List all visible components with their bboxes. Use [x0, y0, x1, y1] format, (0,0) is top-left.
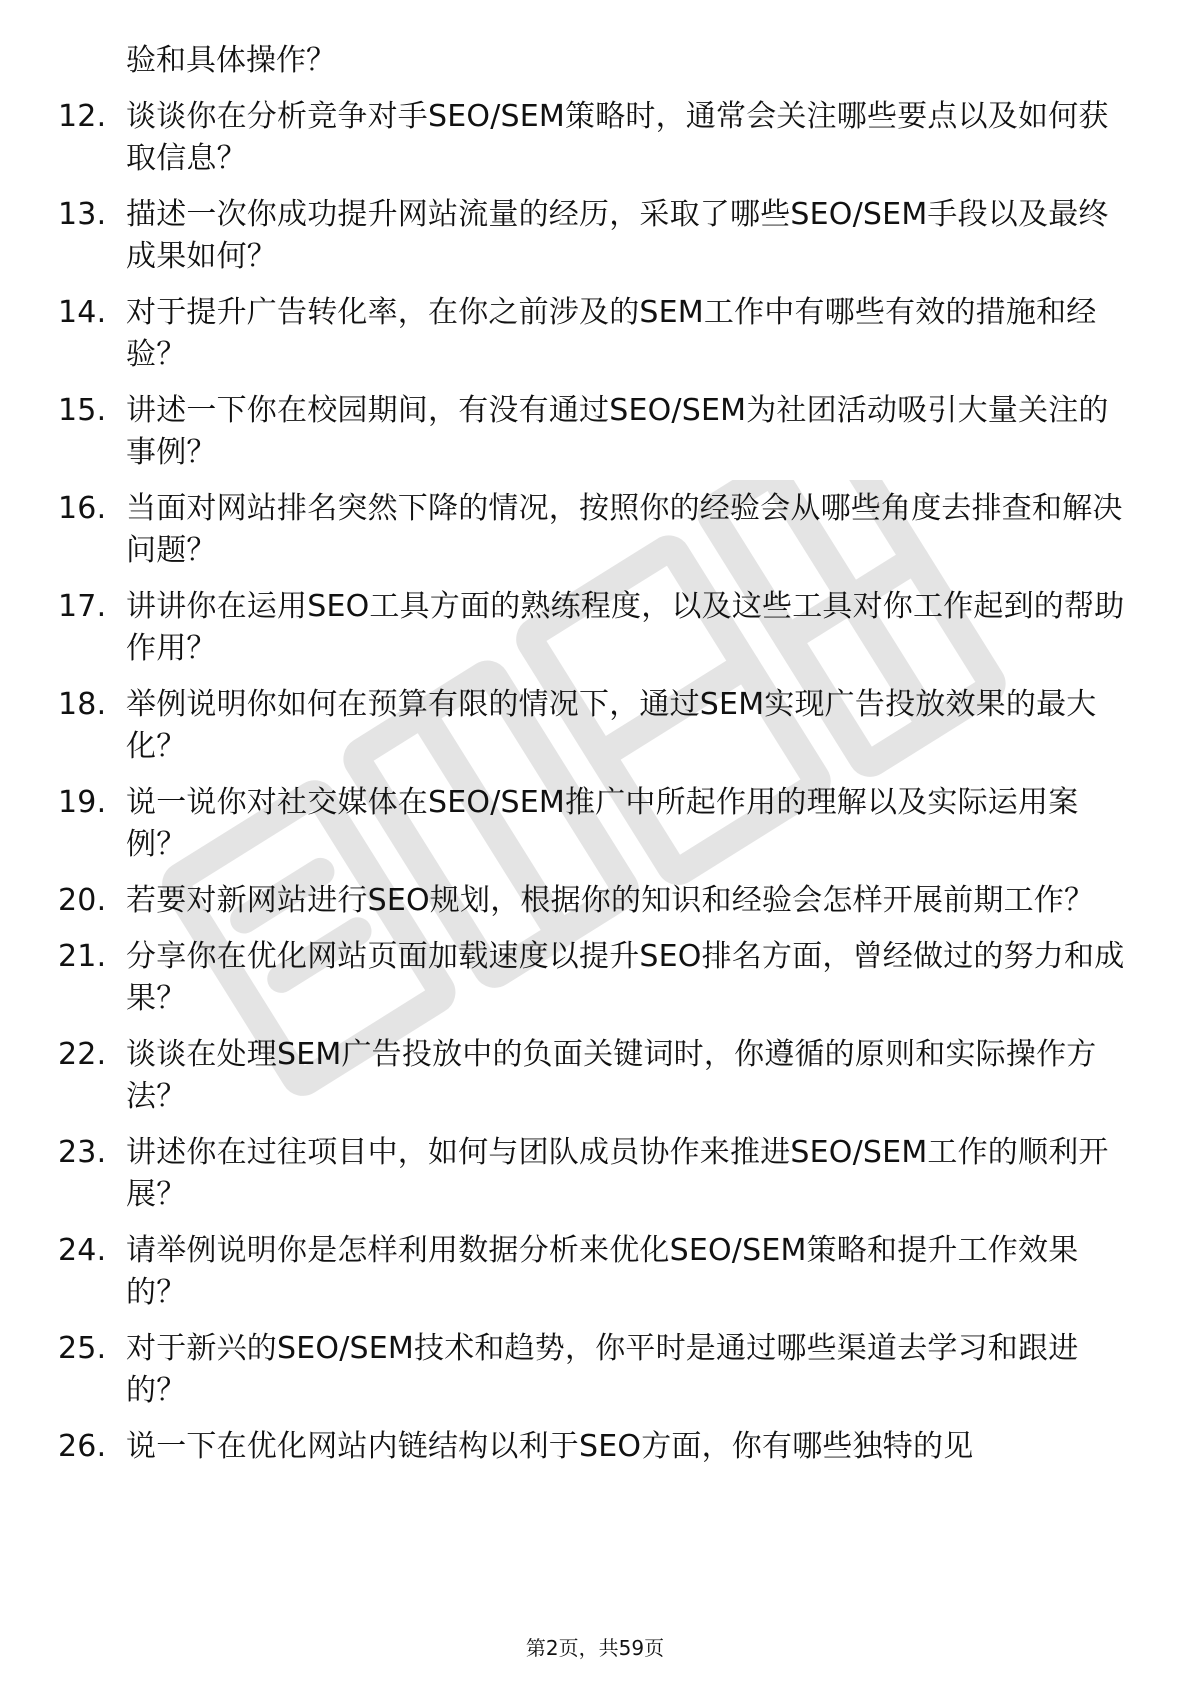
question-number: 23. — [58, 1135, 107, 1170]
question-item — [58, 96, 1138, 180]
question-number: 19. — [58, 785, 107, 820]
question-item — [58, 390, 1138, 474]
question-item — [58, 880, 1138, 922]
question-item — [58, 782, 1138, 866]
question-number: 18. — [58, 687, 107, 722]
question-number: 21. — [58, 939, 107, 974]
question-text: 讲述一下你在校园期间，有没有通过SEO/SEM为社团活动吸引大量关注的事例？ — [126, 393, 1109, 470]
question-item — [58, 1230, 1138, 1314]
question-number: 16. — [58, 491, 107, 526]
question-text: 说一下在优化网站内链结构以利于SEO方面，你有哪些独特的见 — [126, 1429, 974, 1464]
question-text: 描述一次你成功提升网站流量的经历，采取了哪些SEO/SEM手段以及最终成果如何？ — [126, 197, 1109, 274]
question-text: 对于新兴的SEO/SEM技术和趋势，你平时是通过哪些渠道去学习和跟进的？ — [126, 1331, 1079, 1408]
question-item — [58, 1328, 1138, 1412]
continued-text: 验和具体操作？ — [126, 43, 336, 78]
question-item — [58, 1132, 1138, 1216]
question-item — [58, 684, 1138, 768]
question-text: 请举例说明你是怎样利用数据分析来优化SEO/SEM策略和提升工作效果的？ — [126, 1233, 1079, 1310]
question-number: 14. — [58, 295, 107, 330]
question-text: 谈谈你在分析竞争对手SEO/SEM策略时，通常会关注哪些要点以及如何获取信息？ — [126, 99, 1109, 176]
question-text: 对于提升广告转化率，在你之前涉及的SEM工作中有哪些有效的措施和经验？ — [126, 295, 1097, 372]
question-item — [58, 194, 1138, 278]
question-text: 当面对网站排名突然下降的情况，按照你的经验会从哪些角度去排查和解决问题？ — [126, 491, 1123, 568]
question-text: 若要对新网站进行SEO规划，根据你的知识和经验会怎样开展前期工作？ — [126, 883, 1095, 918]
question-item — [58, 292, 1138, 376]
question-list — [58, 40, 1138, 1482]
question-item — [58, 488, 1138, 572]
question-text: 举例说明你如何在预算有限的情况下，通过SEM实现广告投放效果的最大化？ — [126, 687, 1097, 764]
question-number: 25. — [58, 1331, 107, 1366]
question-text: 讲述你在过往项目中，如何与团队成员协作来推进SEO/SEM工作的顺利开展？ — [126, 1135, 1109, 1212]
question-number: 20. — [58, 883, 107, 918]
question-item — [58, 936, 1138, 1020]
page-footer: 第2页，共59页 — [525, 1636, 665, 1660]
question-item — [58, 586, 1138, 670]
question-text: 分享你在优化网站页面加载速度以提升SEO排名方面，曾经做过的努力和成果？ — [126, 939, 1125, 1016]
question-text: 讲讲你在运用SEO工具方面的熟练程度，以及这些工具对你工作起到的帮助作用？ — [126, 589, 1125, 666]
question-item — [58, 1034, 1138, 1118]
question-number: 13. — [58, 197, 107, 232]
question-number: 12. — [58, 99, 107, 134]
question-item — [58, 1426, 1138, 1468]
question-number: 15. — [58, 393, 107, 428]
question-number: 17. — [58, 589, 107, 624]
question-text: 谈谈在处理SEM广告投放中的负面关键词时，你遵循的原则和实际操作方法？ — [126, 1037, 1097, 1114]
question-text: 说一说你对社交媒体在SEO/SEM推广中所起作用的理解以及实际运用案例？ — [126, 785, 1079, 862]
question-number: 26. — [58, 1429, 107, 1464]
question-number: 22. — [58, 1037, 107, 1072]
question-number: 24. — [58, 1233, 107, 1268]
